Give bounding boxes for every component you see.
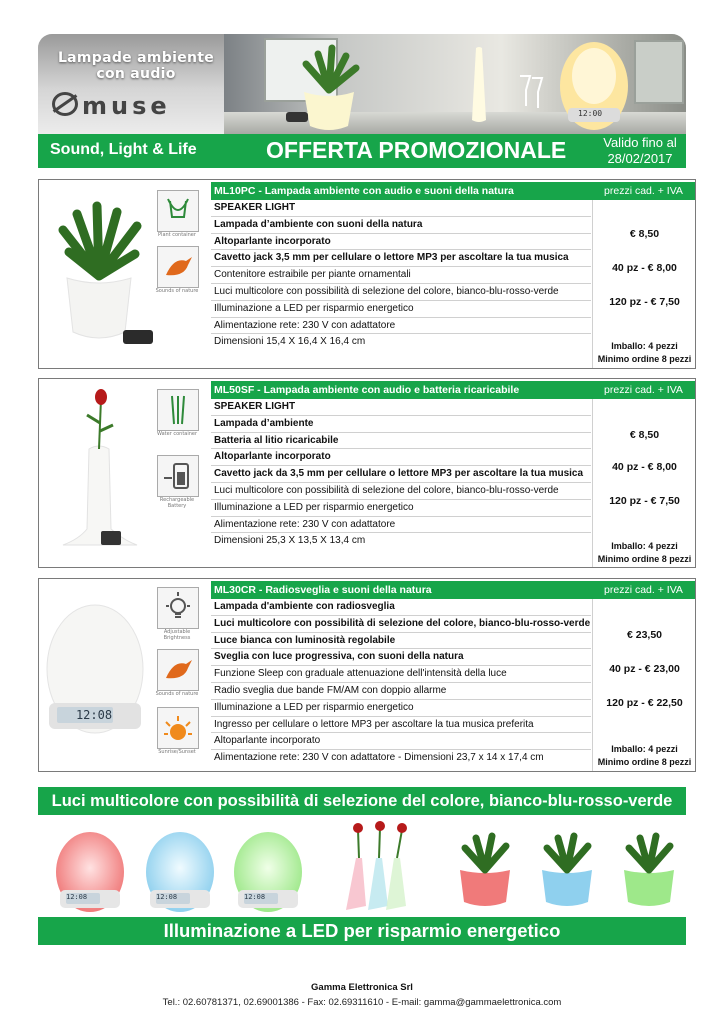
packing-info: Imballo: 4 pezzi [611,341,678,351]
clock-display: 12:08 [75,708,113,722]
water-container-icon [157,389,199,431]
icon-label: Plant container [158,232,196,238]
feature-row: Illuminazione a LED per risparmio energetico [211,500,591,517]
feature-row: Ingresso per cellulare o lettore MP3 per ascoltare la tua musica preferita [211,717,591,734]
led-banner: Illuminazione a LED per risparmio energetico [38,917,686,945]
banner-title-line2: con audio [96,66,176,82]
plant-container-icon [157,190,199,232]
feature-row: Luci multicolore con possibilità di selezione del colore, bianco-blu-rosso-verde [211,616,591,633]
feature-row: Alimentazione rete: 230 V con adattatore [211,517,591,534]
feature-row: Altoparlante incorporato [211,449,591,466]
min-order: Minimo ordine 8 pezzi [597,354,692,364]
feature-row: Sveglia con luce progressiva, con suoni della natura [211,649,591,666]
company-name: Gamma Elettronica Srl [311,982,413,993]
plant-pot-green [624,836,674,906]
price-40: 40 pz - € 23,00 [609,663,680,675]
icon-label: Sounds of nature [155,288,199,294]
feature-row: Illuminazione a LED per risparmio energetico [211,700,591,717]
price-column [592,200,696,368]
banner-room-photo [224,34,686,134]
feature-row: Illuminazione a LED per risparmio energetico [211,301,591,318]
glasses-photo [514,72,554,112]
vase-trio [346,821,407,910]
price-120: 120 pz - € 7,50 [609,495,680,507]
feature-row: Cavetto jack 3,5 mm per cellulare o lettore MP3 per ascoltare la tua musica [211,250,591,267]
icon-label: Adjustable Brightness [163,629,191,641]
egg-lamp-image [39,579,157,769]
vase-lamp-image [39,379,157,567]
color-gallery [40,818,684,916]
price-column [592,599,696,771]
feature-row: Cavetto jack da 3,5 mm per cellulare o lettore MP3 per ascoltare la tua musica [211,466,591,483]
feature-list [211,399,591,550]
feature-row: Funzione Sleep con graduale attenuazione dell'intensità della luce [211,666,591,683]
feature-row: Luce bianca con luminosità regolabile [211,633,591,650]
price-header: prezzi cad. + IVA [592,581,695,599]
multicolor-banner: Luci multicolore con possibilità di selezione del colore, bianco-blu-rosso-verde [38,787,686,815]
price-40: 40 pz - € 8,00 [612,461,677,473]
feature-list [211,200,591,351]
battery-icon [157,455,199,497]
bird-icon [157,649,199,691]
price-40: 40 pz - € 8,00 [612,262,677,274]
offer-header [38,134,686,168]
sunrise-icon [157,707,199,749]
packing-info: Imballo: 4 pezzi [611,744,678,754]
price-header: prezzi cad. + IVA [592,381,695,399]
icon-label: Rechargeable Battery [159,497,195,509]
feature-row: SPEAKER LIGHT [211,200,591,217]
min-order: Minimo ordine 8 pezzi [597,554,692,564]
icon-label: Sounds of nature [155,691,199,697]
price-120: 120 pz - € 22,50 [606,697,683,709]
feature-row: Altoparlante incorporato [211,733,591,750]
lightbulb-icon [157,587,199,629]
product-card-ml10pc [38,179,696,369]
price-column [592,399,696,567]
brand-logo [52,92,220,120]
brand-name: muse [82,92,171,120]
validity-line1: Valido fino al [603,135,677,150]
min-order: Minimo ordine 8 pezzi [597,757,692,767]
clock-display: 12:08 [156,893,178,901]
feature-row: Altoparlante incorporato [211,234,591,251]
feature-row: Batteria al litio ricaricabile [211,433,591,450]
validity-line2: 28/02/2017 [607,151,673,166]
phone-photo [286,112,308,122]
icon-label: Water container [156,431,198,437]
feature-row: Contenitore estraibile per piante ornamentali [211,267,591,284]
banner-title [48,50,224,82]
vase-lamp-photo [464,44,494,126]
feature-row: Alimentazione rete: 230 V con adattatore [211,318,591,335]
feature-row: Luci multicolore con possibilità di selezione del colore, bianco-blu-rosso-verde [211,284,591,301]
product-card-ml50sf [38,378,696,568]
bird-icon [157,246,199,288]
product-header: ML50SF - Lampada ambiente con audio e batteria ricaricabile [211,381,592,399]
price-120: 120 pz - € 7,50 [609,296,680,308]
feature-row: SPEAKER LIGHT [211,399,591,416]
price-unit: € 8,50 [629,429,660,441]
product-header: ML10PC - Lampada ambiente con audio e suoni della natura [211,182,592,200]
plant-pot-blue [542,836,592,906]
brand-mark-icon [52,92,78,116]
banner-clock-display: 12:00 [578,109,603,118]
feature-row: Lampada d’ambiente [211,416,591,433]
feature-row: Luci multicolore con possibilità di selezione del colore, bianco-blu-rosso-verde [211,483,591,500]
slogan: Sound, Light & Life [50,141,197,158]
offer-title: OFFERTA PROMOZIONALE [266,137,567,163]
header-banner [38,34,686,134]
feature-row: Lampada d'ambiente con radiosveglia [211,599,591,616]
feature-row: Alimentazione rete: 230 V con adattatore - Dimensioni 23,7 x 14 x 17,4 cm [214,752,544,764]
price-header: prezzi cad. + IVA [592,182,695,200]
icon-label: Sunrise/Sunset [158,749,196,755]
feature-row: Dimensioni 15,4 X 16,4 X 16,4 cm [214,336,366,348]
clock-display: 12:08 [244,893,266,901]
contact-info: Tel.: 02.60781371, 02.69001386 - Fax: 02.69311610 - E-mail: gamma@gammaelettronica.com [162,997,562,1008]
price-unit: € 23,50 [626,629,663,641]
feature-row: Lampada d’ambiente con suoni della natura [211,217,591,234]
price-unit: € 8,50 [629,228,660,240]
egg-lamp-photo [554,34,634,134]
product-header: ML30CR - Radiosveglia e suoni della natura [211,581,592,599]
clock-display: 12:08 [66,893,88,901]
packing-info: Imballo: 4 pezzi [611,541,678,551]
product-card-ml30cr [38,578,696,772]
banner-title-line1: Lampade ambiente [57,50,215,66]
window-photo [634,40,684,104]
feature-list [211,599,591,767]
feature-row: Radio sveglia due bande FM/AM con doppio allarme [211,683,591,700]
validity-date [594,135,686,167]
plant-pot-red [460,836,510,906]
feature-row: Dimensioni 25,3 X 13,5 X 13,4 cm [214,535,366,547]
plant-lamp-image [39,180,157,368]
